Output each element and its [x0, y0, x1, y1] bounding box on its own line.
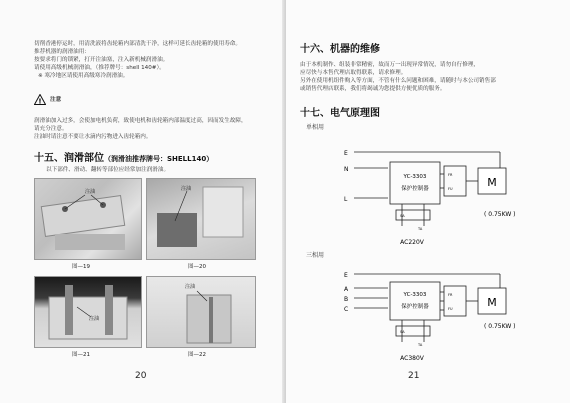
para1-line: 推荐机器的润滑油用：	[34, 49, 90, 55]
section-15-title: 十五、润滑部位（润滑油推荐牌号：SHELL140）	[34, 153, 214, 164]
controller-model: YC-3303	[403, 174, 427, 180]
section-16-line: 或销售代理店联系，我们将竭诚为您提供方便优质的服务。	[300, 86, 446, 92]
small-label: SA	[400, 214, 405, 218]
para2-line: 请充分注意。	[34, 126, 68, 132]
power-rating: ( 0.75KW )	[484, 323, 516, 330]
oil-label: 注油	[85, 189, 96, 195]
section-16-title: 十六、机器的维修	[300, 44, 380, 55]
controller-model: YC-3303	[403, 292, 427, 298]
controller-name: 保护控制器	[401, 304, 429, 310]
terminal-label: L	[344, 196, 348, 203]
voltage-label: AC380V	[400, 355, 424, 362]
terminal-label: C	[344, 306, 349, 313]
single-phase-diagram	[340, 138, 530, 248]
motor-label: M	[487, 296, 497, 309]
para1-line: 按要求将门的锁紧，打开注油塞，注入新机械润滑油。	[34, 57, 169, 63]
terminal-label: N	[344, 166, 349, 173]
small-label: SA	[400, 330, 405, 334]
figure-caption: 图—20	[188, 264, 206, 270]
para2-line: 润滑油加入过多，会使加电机负荷，致使电机和齿轮箱内部温度过高，因而发生故障，	[34, 118, 247, 124]
photo-fig-19	[34, 178, 142, 260]
page-number: 21	[408, 371, 420, 381]
section-16-line: 应尽快与本售代理店取得联系，请求修理。	[300, 70, 407, 76]
oil-label: 注油	[89, 316, 100, 322]
page-number: 20	[135, 371, 147, 381]
power-rating: ( 0.75KW )	[484, 211, 516, 218]
para1-line: ※ 寒冷地区请使用高级寒冷润滑油。	[38, 73, 129, 79]
small-label: TA	[418, 227, 423, 231]
para1-line: 切削香港停运时，用清洗液将齿轮箱内部清洗干净，这样可延长齿轮箱的使用寿命。	[34, 41, 241, 47]
small-label: FU	[448, 187, 453, 191]
small-label: TA	[418, 343, 423, 347]
figure-caption: 图—21	[72, 352, 90, 358]
section-16-line: 由于本机制作、组装非常精密，故而万一出现异常情况，请勿自行修理，	[300, 62, 480, 68]
terminal-label: E	[344, 272, 348, 279]
svg-text:!: !	[38, 97, 42, 105]
warning-icon	[34, 94, 46, 105]
small-label: FR	[448, 173, 453, 177]
controller-name: 保护控制器	[401, 186, 429, 192]
section-17-title: 十七、电气原理图	[300, 108, 380, 119]
photo-fig-21	[34, 276, 142, 348]
para1-line: 请使用高级机械润滑油，（推荐牌号：shell 140#）。	[34, 65, 165, 71]
section-15-intro: 以下部件、滑动、翻转等部位应经常加注润滑油。	[46, 167, 170, 173]
three-phase-label: 三相用	[306, 252, 325, 259]
photo-fig-20	[146, 178, 256, 260]
oil-label: 注油	[181, 186, 192, 192]
single-phase-label: 单相用	[306, 124, 325, 131]
photo-fig-22	[146, 276, 256, 348]
para2-line: 注油时请注意不要让水滴内污物进入齿轮箱内。	[34, 134, 152, 140]
figure-caption: 图—22	[188, 352, 206, 358]
section-16-line: 另外在使用机组件购入等方面，不管有什么问题和困难，请随时与本公司销售部	[300, 78, 496, 84]
motor-label: M	[487, 176, 497, 189]
right-page	[286, 0, 570, 403]
oil-label: 注油	[185, 284, 196, 290]
small-label: FU	[448, 307, 453, 311]
terminal-label: E	[344, 150, 348, 157]
terminal-label: A	[344, 286, 349, 293]
caution-label: 注意	[50, 97, 62, 103]
voltage-label: AC220V	[400, 239, 424, 246]
small-label: FR	[448, 293, 453, 297]
three-phase-diagram	[340, 262, 530, 368]
figure-caption: 图—19	[72, 264, 90, 270]
terminal-label: B	[344, 296, 349, 303]
